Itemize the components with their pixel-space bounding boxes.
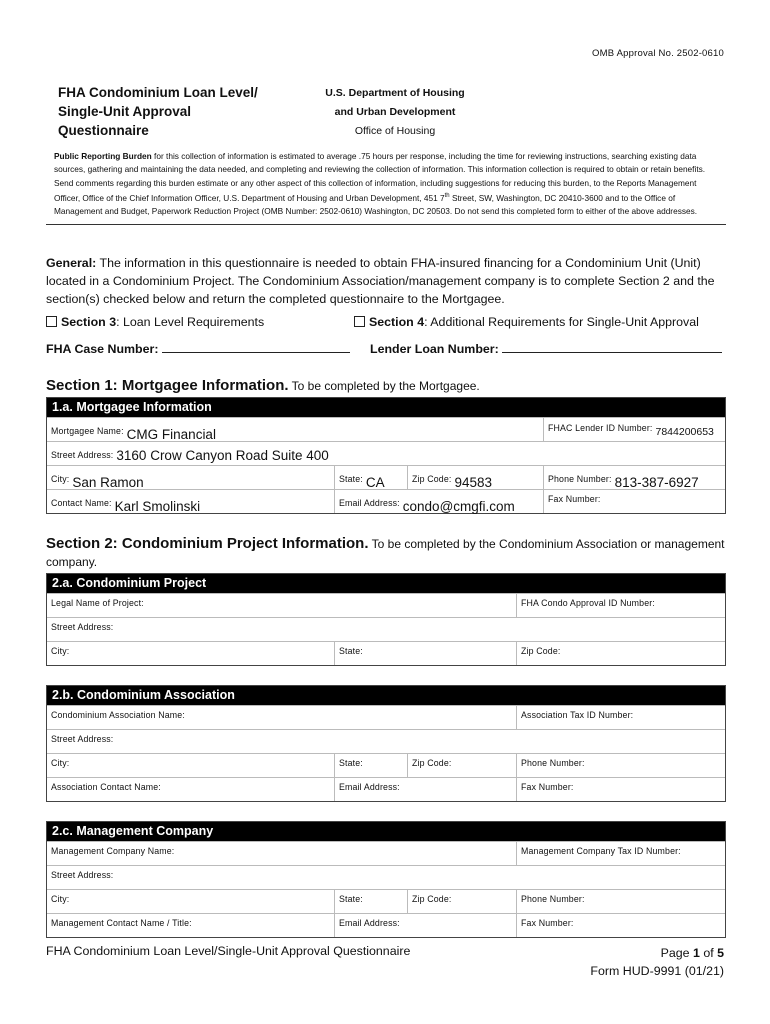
field-label: Street Address: [51, 870, 114, 880]
management-contact-field[interactable] [47, 914, 334, 937]
field-label: Zip Code: [412, 758, 452, 768]
mortgagee-email-value: condo@cmgfi.com [402, 499, 515, 514]
field-label: Contact Name: [51, 498, 112, 508]
association-phone-field[interactable] [516, 754, 725, 777]
field-label: FHAC Lender ID Number: [548, 423, 653, 433]
association-state-field[interactable] [334, 754, 407, 777]
association-email-field[interactable] [334, 778, 516, 801]
association-street-field[interactable] [47, 730, 725, 753]
management-phone-field[interactable] [516, 890, 725, 913]
page-total: 5 [717, 946, 724, 960]
omb-approval-number: OMB Approval No. 2502-0610 [592, 48, 724, 59]
form-number: Form HUD-9991 (01/21) [590, 964, 724, 978]
project-state-field[interactable] [334, 642, 516, 665]
field-label: Street Address: [51, 734, 114, 744]
table-row [47, 617, 725, 641]
office-name: Office of Housing [354, 125, 436, 137]
department-header [300, 84, 490, 141]
field-label: City: [51, 894, 70, 904]
page-current: 1 [692, 946, 700, 960]
field-label: FHA Condo Approval ID Number: [521, 598, 655, 608]
legal-name-field[interactable] [47, 594, 516, 617]
field-label: State: [339, 474, 363, 484]
field-label: State: [339, 758, 363, 768]
field-label: State: [339, 894, 363, 904]
fha-case-number-line[interactable] [162, 341, 350, 353]
section2-subtitle: To be completed by the Condominium Association or management company. [46, 537, 725, 569]
field-label: Condominium Association Name: [51, 710, 185, 720]
field-label: State: [339, 646, 363, 656]
field-label: Fax Number: [521, 782, 574, 792]
mortgagee-zip-field[interactable] [407, 466, 543, 489]
burden-text-cont: Street, SW, Washington, DC 20410-3600 and to the Office of Management and Budget, Paperwork Reduction Project (OMB Number: 2502-0610) Washington, DC 20503. Do not send this completed form to either of the above addresses. [54, 192, 698, 217]
table-row [47, 841, 725, 865]
reporting-burden-notice [46, 150, 726, 225]
management-zip-field[interactable] [407, 890, 516, 913]
field-label: Phone Number: [521, 758, 585, 768]
field-label: Management Company Name: [51, 846, 175, 856]
mortgagee-zip-value: 94583 [454, 475, 493, 490]
footer-page-info [590, 944, 724, 980]
mortgagee-street-value: 3160 Crow Canyon Road Suite 400 [116, 448, 329, 463]
table-row [47, 705, 725, 729]
field-label: Email Address: [339, 498, 400, 508]
association-name-field[interactable] [47, 706, 516, 729]
section4-text: : Additional Requirements for Single-Unit Approval [424, 315, 699, 329]
page-number [590, 944, 724, 962]
mortgagee-email-field[interactable] [334, 490, 543, 513]
burden-text: for this collection of information is estimated to average .75 hours per response, including the time for reviewing instructions, searching existing data sources, gathering and maintaining the data needed, and completing and reviewing the collection of information. This information collection is required to obtain or retain benefits. Send comments regarding this burden estimate or any other aspect of this collection of information, including suggestions for reducing this burden, to the Reports Management Officer, Office of the Chief Information Officer, U.S. Department of Housing and Urban Development, 451 7 [54, 151, 706, 203]
management-fax-field[interactable] [516, 914, 725, 937]
project-street-field[interactable] [47, 618, 725, 641]
section1-title [46, 377, 726, 395]
field-label: Fax Number: [548, 494, 601, 504]
table-row [47, 913, 725, 937]
general-instructions [46, 254, 726, 308]
mortgagee-phone-value: 813-387-6927 [614, 475, 699, 490]
field-label: Phone Number: [521, 894, 585, 904]
table-row [47, 417, 725, 441]
field-label: Mortgagee Name: [51, 426, 124, 436]
fha-condo-approval-id-field[interactable] [516, 594, 725, 617]
mortgagee-state-value: CA [365, 475, 385, 490]
mortgagee-fax-field[interactable] [543, 490, 725, 513]
fhac-lender-id-field[interactable] [543, 418, 725, 441]
department-name: U.S. Department of Housing [325, 87, 465, 99]
field-label: City: [51, 474, 70, 484]
management-street-field[interactable] [47, 866, 725, 889]
table-row [47, 593, 725, 617]
mortgagee-info-table [46, 397, 726, 514]
field-label: Association Contact Name: [51, 782, 161, 792]
mortgagee-street-field[interactable] [47, 442, 725, 465]
form-title-line: Questionnaire [58, 123, 149, 138]
lender-loan-number-field[interactable] [370, 341, 722, 356]
section3-checkbox[interactable] [46, 316, 57, 327]
association-zip-field[interactable] [407, 754, 516, 777]
mortgagee-city-field[interactable] [47, 466, 334, 489]
management-name-field[interactable] [47, 842, 516, 865]
mortgagee-phone-field[interactable] [543, 466, 725, 489]
section3-label: Section 3 [61, 315, 117, 329]
general-text: The information in this questionnaire is needed to obtain FHA-insured financing for a Condominium Unit (Unit) located in a Condominium Project. The Condominium Association/management company is to complete Section 2 and the section(s) checked below and return the completed questionnaire to the Mortgagee. [46, 256, 715, 306]
field-label: Association Tax ID Number: [521, 710, 634, 720]
condo-project-bar: 2.a. Condominium Project [47, 574, 725, 593]
association-contact-field[interactable] [47, 778, 334, 801]
field-label: Email Address: [339, 782, 400, 792]
fha-case-number-label: FHA Case Number: [46, 342, 159, 356]
mortgagee-contact-value: Karl Smolinski [114, 499, 201, 514]
burden-label: Public Reporting Burden [54, 151, 152, 161]
field-label: Zip Code: [521, 646, 561, 656]
management-company-bar: 2.c. Management Company [47, 822, 725, 841]
management-email-field[interactable] [334, 914, 516, 937]
section1-heading: Section 1: Mortgagee Information. [46, 377, 289, 394]
footer-form-title: FHA Condominium Loan Level/Single-Unit Approval Questionnaire [46, 944, 411, 958]
fhac-lender-id-value: 7844200653 [655, 426, 714, 438]
mortgagee-state-field[interactable] [334, 466, 407, 489]
burden-superscript: th [444, 193, 450, 200]
mortgagee-name-value: CMG Financial [126, 427, 216, 442]
mortgagee-name-field[interactable] [47, 418, 543, 441]
lender-loan-number-line[interactable] [502, 341, 722, 353]
management-tax-id-field[interactable] [516, 842, 725, 865]
table-row [47, 441, 725, 465]
section3-option[interactable] [46, 315, 264, 329]
field-label: City: [51, 646, 70, 656]
field-label: Zip Code: [412, 474, 452, 484]
association-fax-field[interactable] [516, 778, 725, 801]
table-row [47, 729, 725, 753]
field-label: Legal Name of Project: [51, 598, 144, 608]
page-word: Page [660, 946, 693, 960]
mortgagee-city-value: San Ramon [72, 475, 144, 490]
section4-checkbox[interactable] [354, 316, 365, 327]
section-checkboxes [46, 315, 726, 333]
table-row [47, 889, 725, 913]
field-label: Street Address: [51, 622, 114, 632]
mortgagee-contact-field[interactable] [47, 490, 334, 513]
field-label: Management Company Tax ID Number: [521, 846, 681, 856]
fha-case-number-field[interactable] [46, 341, 350, 356]
project-zip-field[interactable] [516, 642, 725, 665]
field-label: City: [51, 758, 70, 768]
general-label: General: [46, 256, 97, 270]
section3-text: : Loan Level Requirements [116, 315, 265, 329]
management-state-field[interactable] [334, 890, 407, 913]
management-city-field[interactable] [47, 890, 334, 913]
field-label: Street Address: [51, 450, 114, 460]
department-name-cont: and Urban Development [334, 106, 456, 118]
mortgagee-info-bar: 1.a. Mortgagee Information [47, 398, 725, 417]
condo-association-table [46, 685, 726, 802]
condo-association-bar: 2.b. Condominium Association [47, 686, 725, 705]
section2-title [46, 535, 726, 571]
table-row [47, 865, 725, 889]
management-company-table [46, 821, 726, 938]
section4-label: Section 4 [369, 315, 425, 329]
section2-heading: Section 2: Condominium Project Information. [46, 535, 369, 552]
form-title-line: Single-Unit Approval [58, 104, 192, 119]
section1-subtitle: To be completed by the Mortgagee. [288, 379, 480, 393]
table-row [47, 641, 725, 665]
section4-option[interactable] [354, 315, 699, 329]
form-title [58, 83, 288, 140]
association-city-field[interactable] [47, 754, 334, 777]
condo-project-table [46, 573, 726, 666]
field-label: Management Contact Name / Title: [51, 918, 192, 928]
of-word: of [699, 946, 718, 960]
lender-loan-number-label: Lender Loan Number: [370, 342, 499, 356]
field-label: Email Address: [339, 918, 400, 928]
field-label: Phone Number: [548, 474, 612, 484]
table-row [47, 753, 725, 777]
field-label: Zip Code: [412, 894, 452, 904]
field-label: Fax Number: [521, 918, 574, 928]
table-row [47, 777, 725, 801]
form-title-line: FHA Condominium Loan Level/ [58, 85, 258, 100]
table-row [47, 489, 725, 513]
case-numbers [46, 341, 726, 359]
table-row [47, 465, 725, 489]
association-tax-id-field[interactable] [516, 706, 725, 729]
project-city-field[interactable] [47, 642, 334, 665]
